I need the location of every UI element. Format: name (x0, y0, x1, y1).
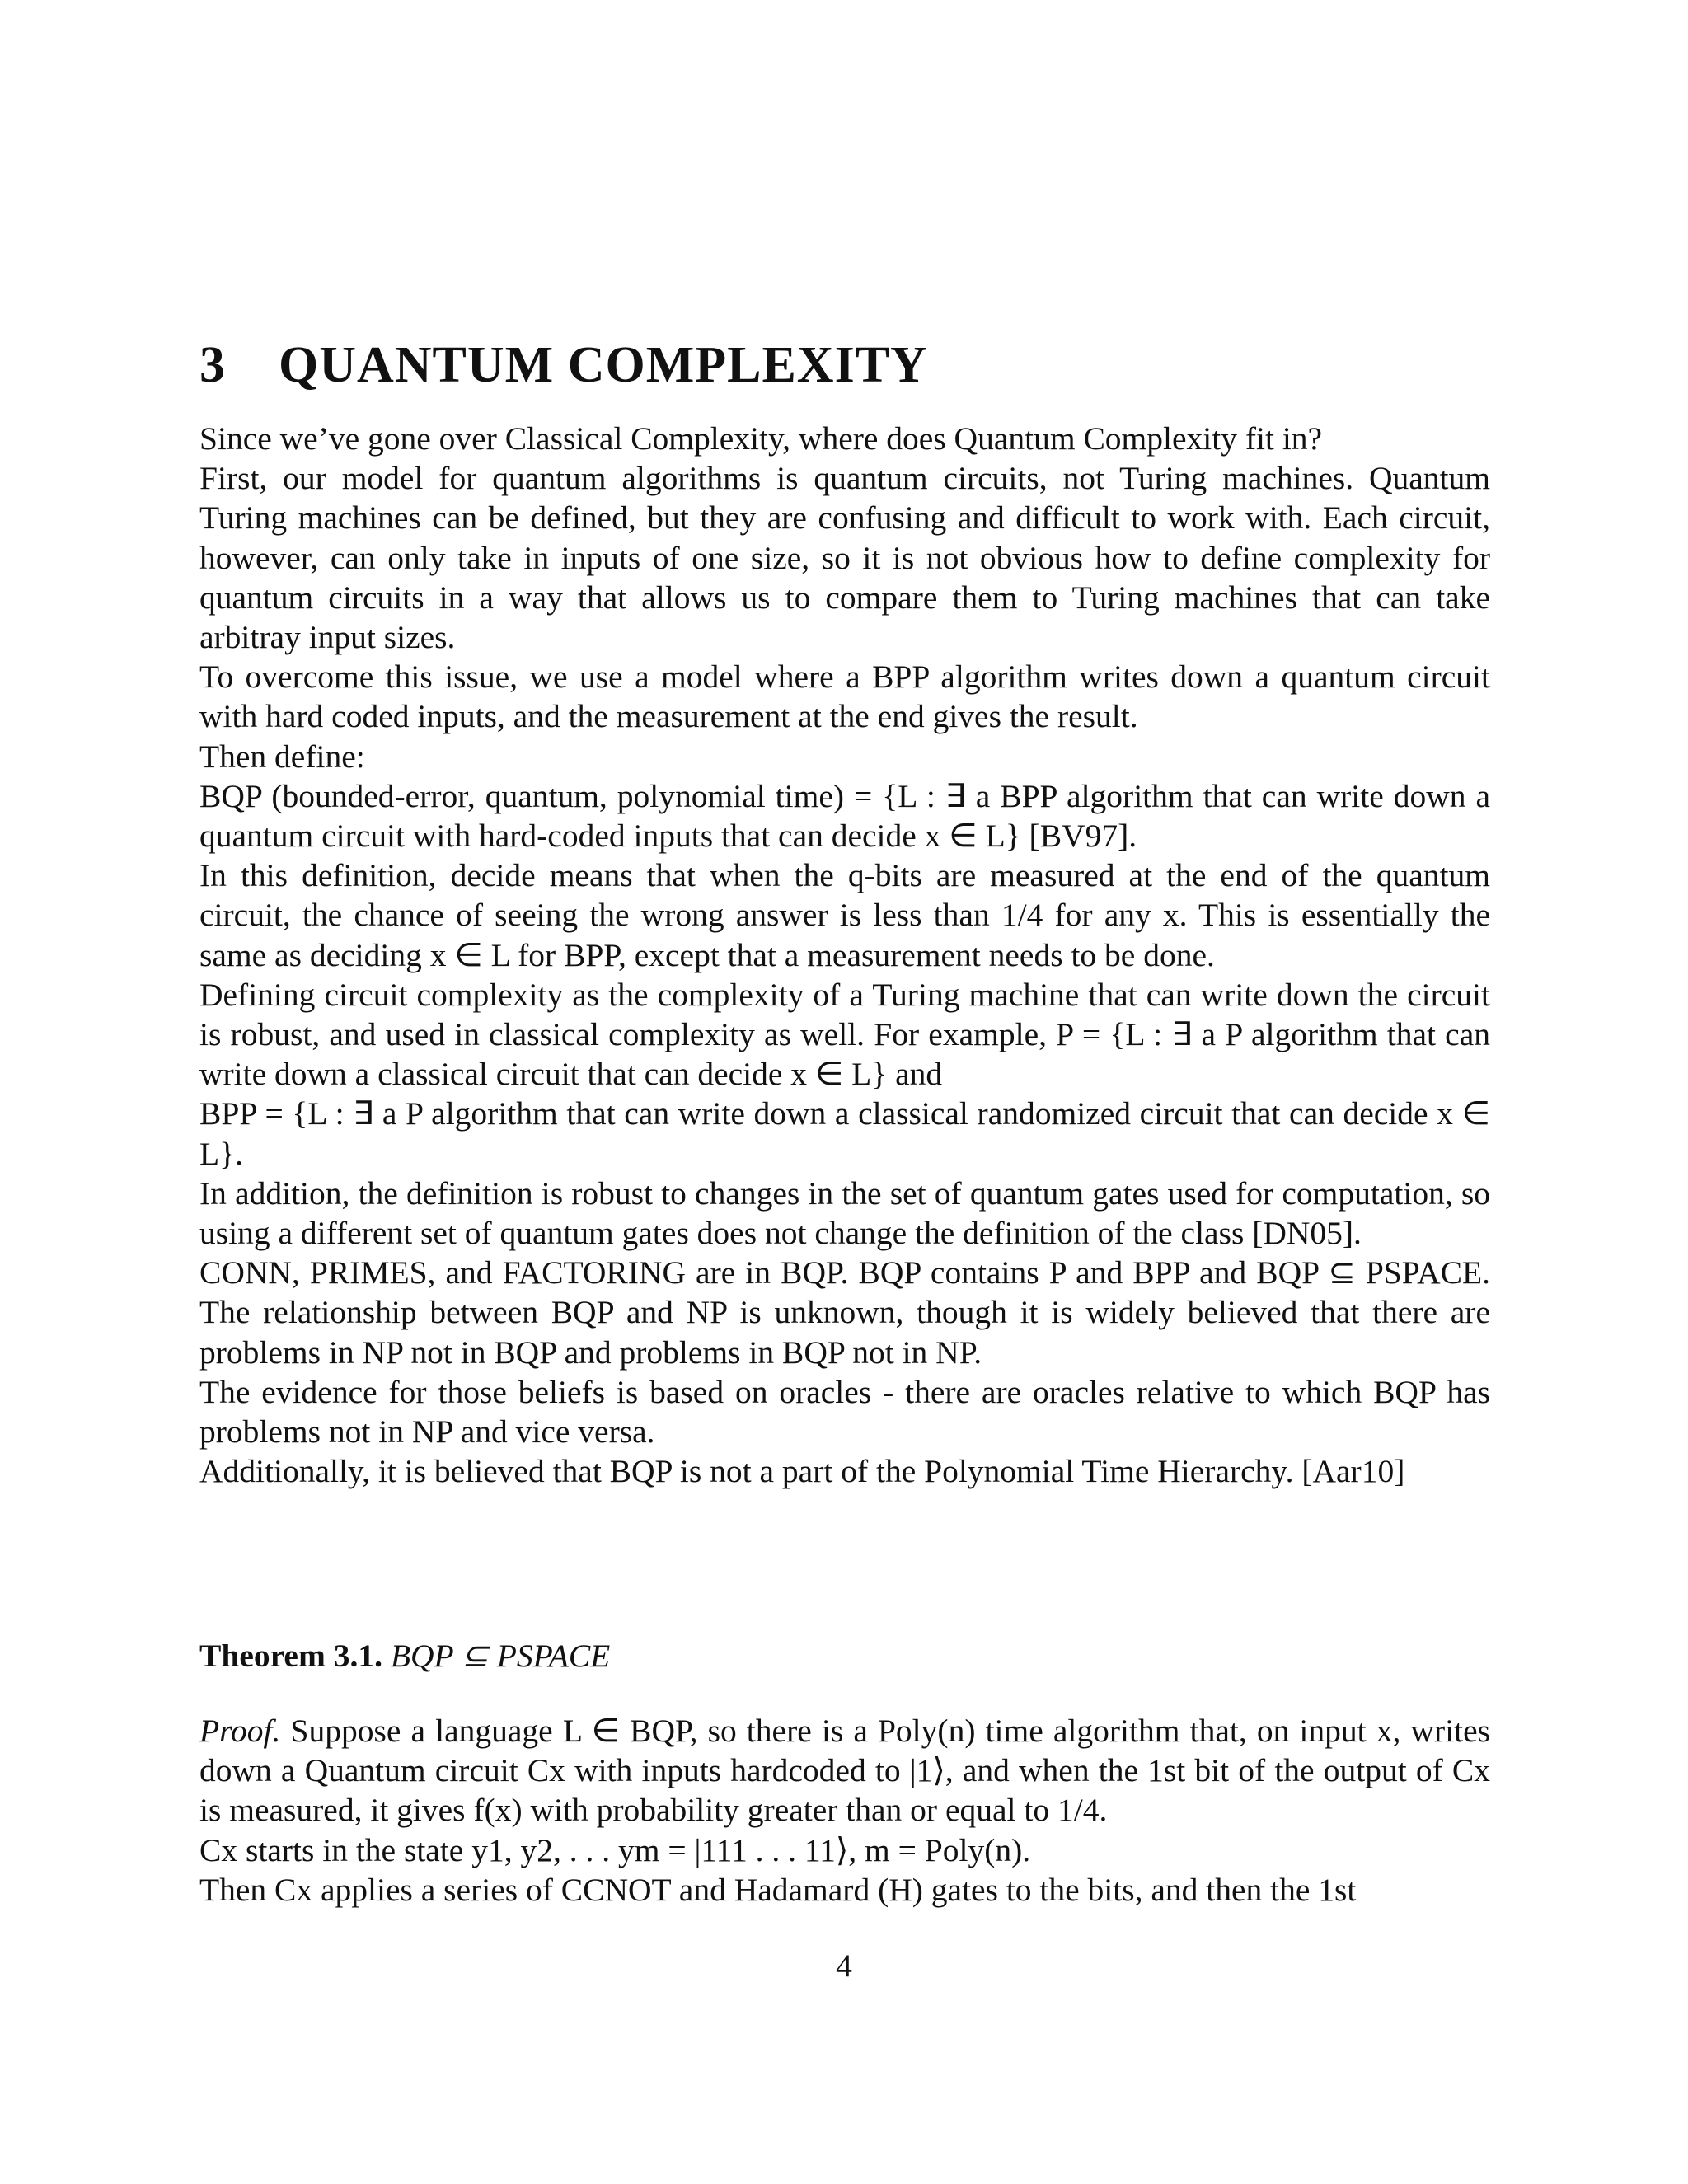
proof-first-paragraph (199, 1711, 1490, 1830)
paragraph: Since we’ve gone over Classical Complexity, where does Quantum Complexity fit in? (199, 420, 1323, 457)
section-number: 3 (199, 337, 226, 393)
section-body (199, 419, 1490, 1491)
paragraph: BPP = {L : ∃ a P algorithm that can write down a classical randomized circuit that can decide x ∈ L}. (199, 1095, 1490, 1172)
paragraph: To overcome this issue, we use a model where a BPP algorithm writes down a quantum circuit with hard coded inputs, and the measurement at the end gives the result. (199, 658, 1490, 735)
paragraph: Defining circuit complexity as the complexity of a Turing machine that can write down the circuit is robust, and used in classical complexity as well. For example, P = {L : ∃ a P algorithm that can write down a classical circuit that can decide x ∈ L} and (199, 976, 1490, 1093)
section-heading (199, 336, 928, 395)
proof-paragraph: Then Cx applies a series of CCNOT and Hadamard (H) gates to the bits, and then the 1st (199, 1871, 1357, 1908)
theorem (199, 1636, 1490, 1675)
page-number: 4 (836, 1947, 852, 1984)
paragraph: Additionally, it is believed that BQP is not a part of the Polynomial Time Hierarchy. [Aar10] (199, 1453, 1405, 1490)
paragraph: BQP (bounded-error, quantum, polynomial time) = {L : ∃ a BPP algorithm that can write down a quantum circuit with hard-coded inputs that can decide x ∈ L} [BV97]. (199, 777, 1490, 855)
paragraph: In this definition, decide means that when the q-bits are measured at the end of the quantum circuit, the chance of seeing the wrong answer is less than 1/4 for any x. This is essentially the same as deciding x ∈ L for BPP, except that a measurement needs to be done. (199, 857, 1490, 973)
paragraph: CONN, PRIMES, and FACTORING are in BQP. BQP contains P and BPP and BQP ⊆ PSPACE. The relationship between BQP and NP is unknown, though it is widely believed that there are problems in NP not in BQP and problems in BQP not in NP. (199, 1254, 1490, 1371)
theorem-label: Theorem 3.1. (199, 1638, 382, 1674)
paragraph: Then define: (199, 738, 365, 775)
paragraph: In addition, the definition is robust to changes in the set of quantum gates used for computation, so using a different set of quantum gates does not change the definition of the class [DN05]. (199, 1174, 1490, 1252)
paragraph: The evidence for those beliefs is based on oracles - there are oracles relative to which BQP has problems not in NP and vice versa. (199, 1373, 1490, 1451)
theorem-statement: BQP ⊆ PSPACE (390, 1638, 611, 1674)
proof-paragraph: Cx starts in the state y1, y2, . . . ym = |111 . . . 11⟩, m = Poly(n). (199, 1831, 1031, 1868)
proof-text: Suppose a language L ∈ BQP, so there is a Poly(n) time algorithm that, on input x, writes down a Quantum circuit Cx with inputs hardcoded to |1⟩, and when the 1st bit of the output of Cx is measured, it gives f(x) with probability greater than or equal to 1/4. (199, 1713, 1491, 1829)
section-title: QUANTUM COMPLEXITY (279, 337, 928, 393)
paragraph: First, our model for quantum algorithms is quantum circuits, not Turing machines. Quantum Turing machines can be defined, but they are confusing and difficult to work with. Each circuit, however, can only take in inputs of one size, so it is not obvious how to define complexity for quantum circuits in a way that allows us to compare them to Turing machines that can take arbitray input sizes. (199, 460, 1490, 656)
proof-label: Proof. (199, 1713, 281, 1749)
proof (199, 1711, 1490, 1910)
